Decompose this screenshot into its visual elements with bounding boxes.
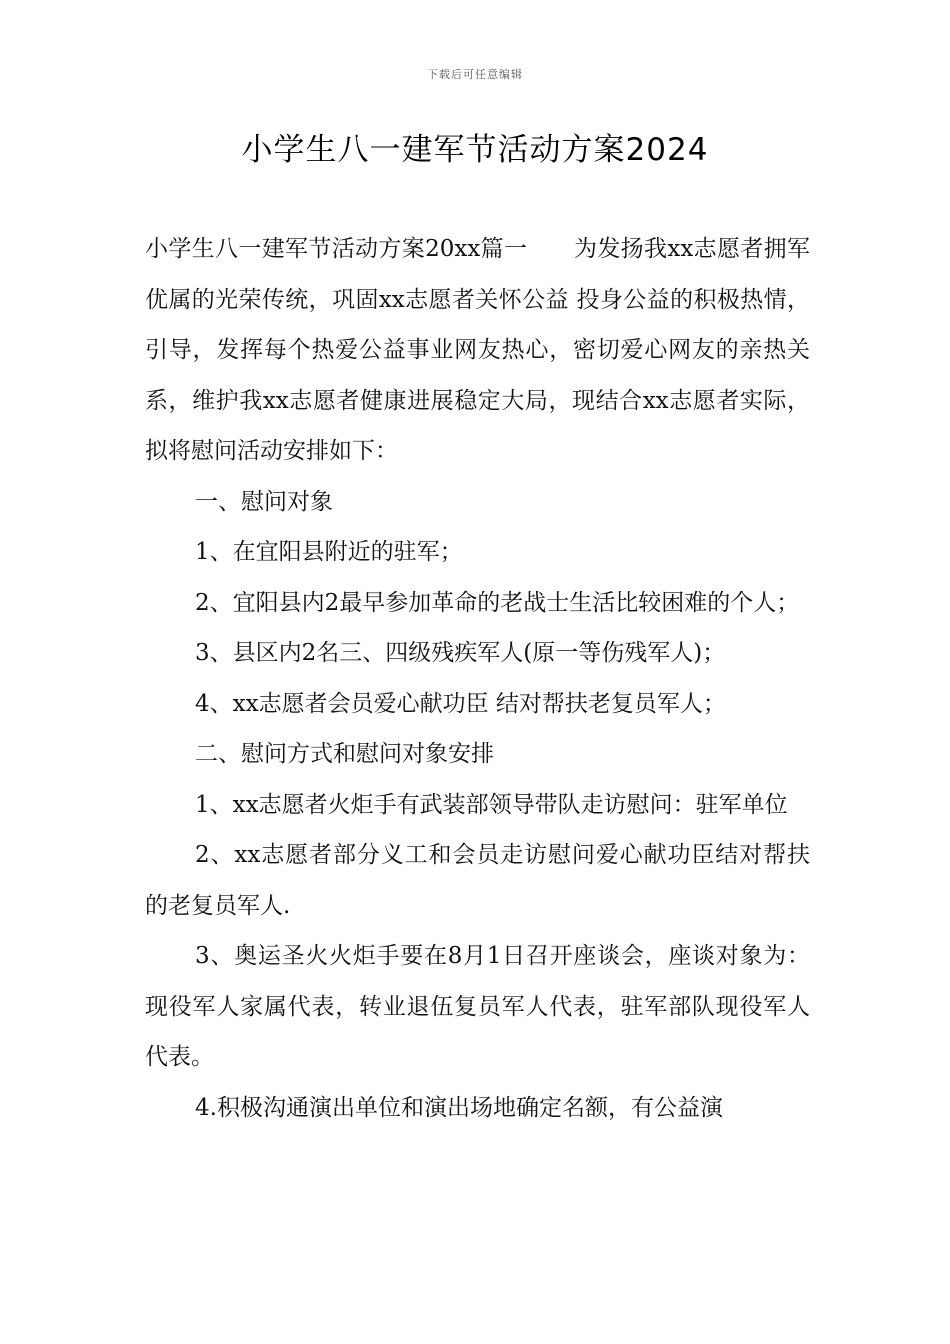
list-item: 1、xx志愿者火炬手有武装部领导带队走访慰问：驻军单位 — [195, 791, 788, 818]
section-heading: 一、慰问对象 — [195, 488, 333, 515]
list-item: 1、在宜阳县附近的驻军； — [195, 539, 463, 565]
list-item: 3、县区内2名三、四级残疾军人(原一等伤残军人)； — [195, 640, 726, 666]
section-heading: 二、慰问方式和慰问对象安排 — [195, 741, 494, 767]
intro-paragraph: 小学生八一建军节活动方案20xx篇一 为发扬我xx志愿者拥军优属的光荣传统，巩固xx志愿者关怀公益 投身公益的积极热情，引导，发挥每个热爱公益事业网友热心，密切爱心网友的亲热关系，维护我xx志愿者健康进展稳定大局，现结合xx志愿者实际，拟将慰问活动安排如下： — [145, 236, 810, 464]
header-note: 下载后可任意编辑 — [427, 68, 523, 81]
list-item: 4.积极沟通演出单位和演出场地确定名额，有公益演 — [195, 1094, 723, 1121]
document-body — [145, 224, 810, 1133]
list-item: 3、奥运圣火火炬手要在8月1日召开座谈会，座谈对象为：现役军人家属代表，转业退伍复员军人代表，驻军部队现役军人代表。 — [145, 943, 810, 1070]
list-item: 4、xx志愿者会员爱心献功臣 结对帮扶老复员军人； — [195, 690, 726, 717]
list-item: 2、宜阳县内2最早参加革命的老战士生活比较困难的个人； — [195, 589, 800, 616]
list-item: 2、xx志愿者部分义工和会员走访慰问爱心献功臣结对帮扶的老复员军人. — [145, 842, 810, 919]
document-title: 小学生八一建军节活动方案2024 — [241, 132, 709, 168]
